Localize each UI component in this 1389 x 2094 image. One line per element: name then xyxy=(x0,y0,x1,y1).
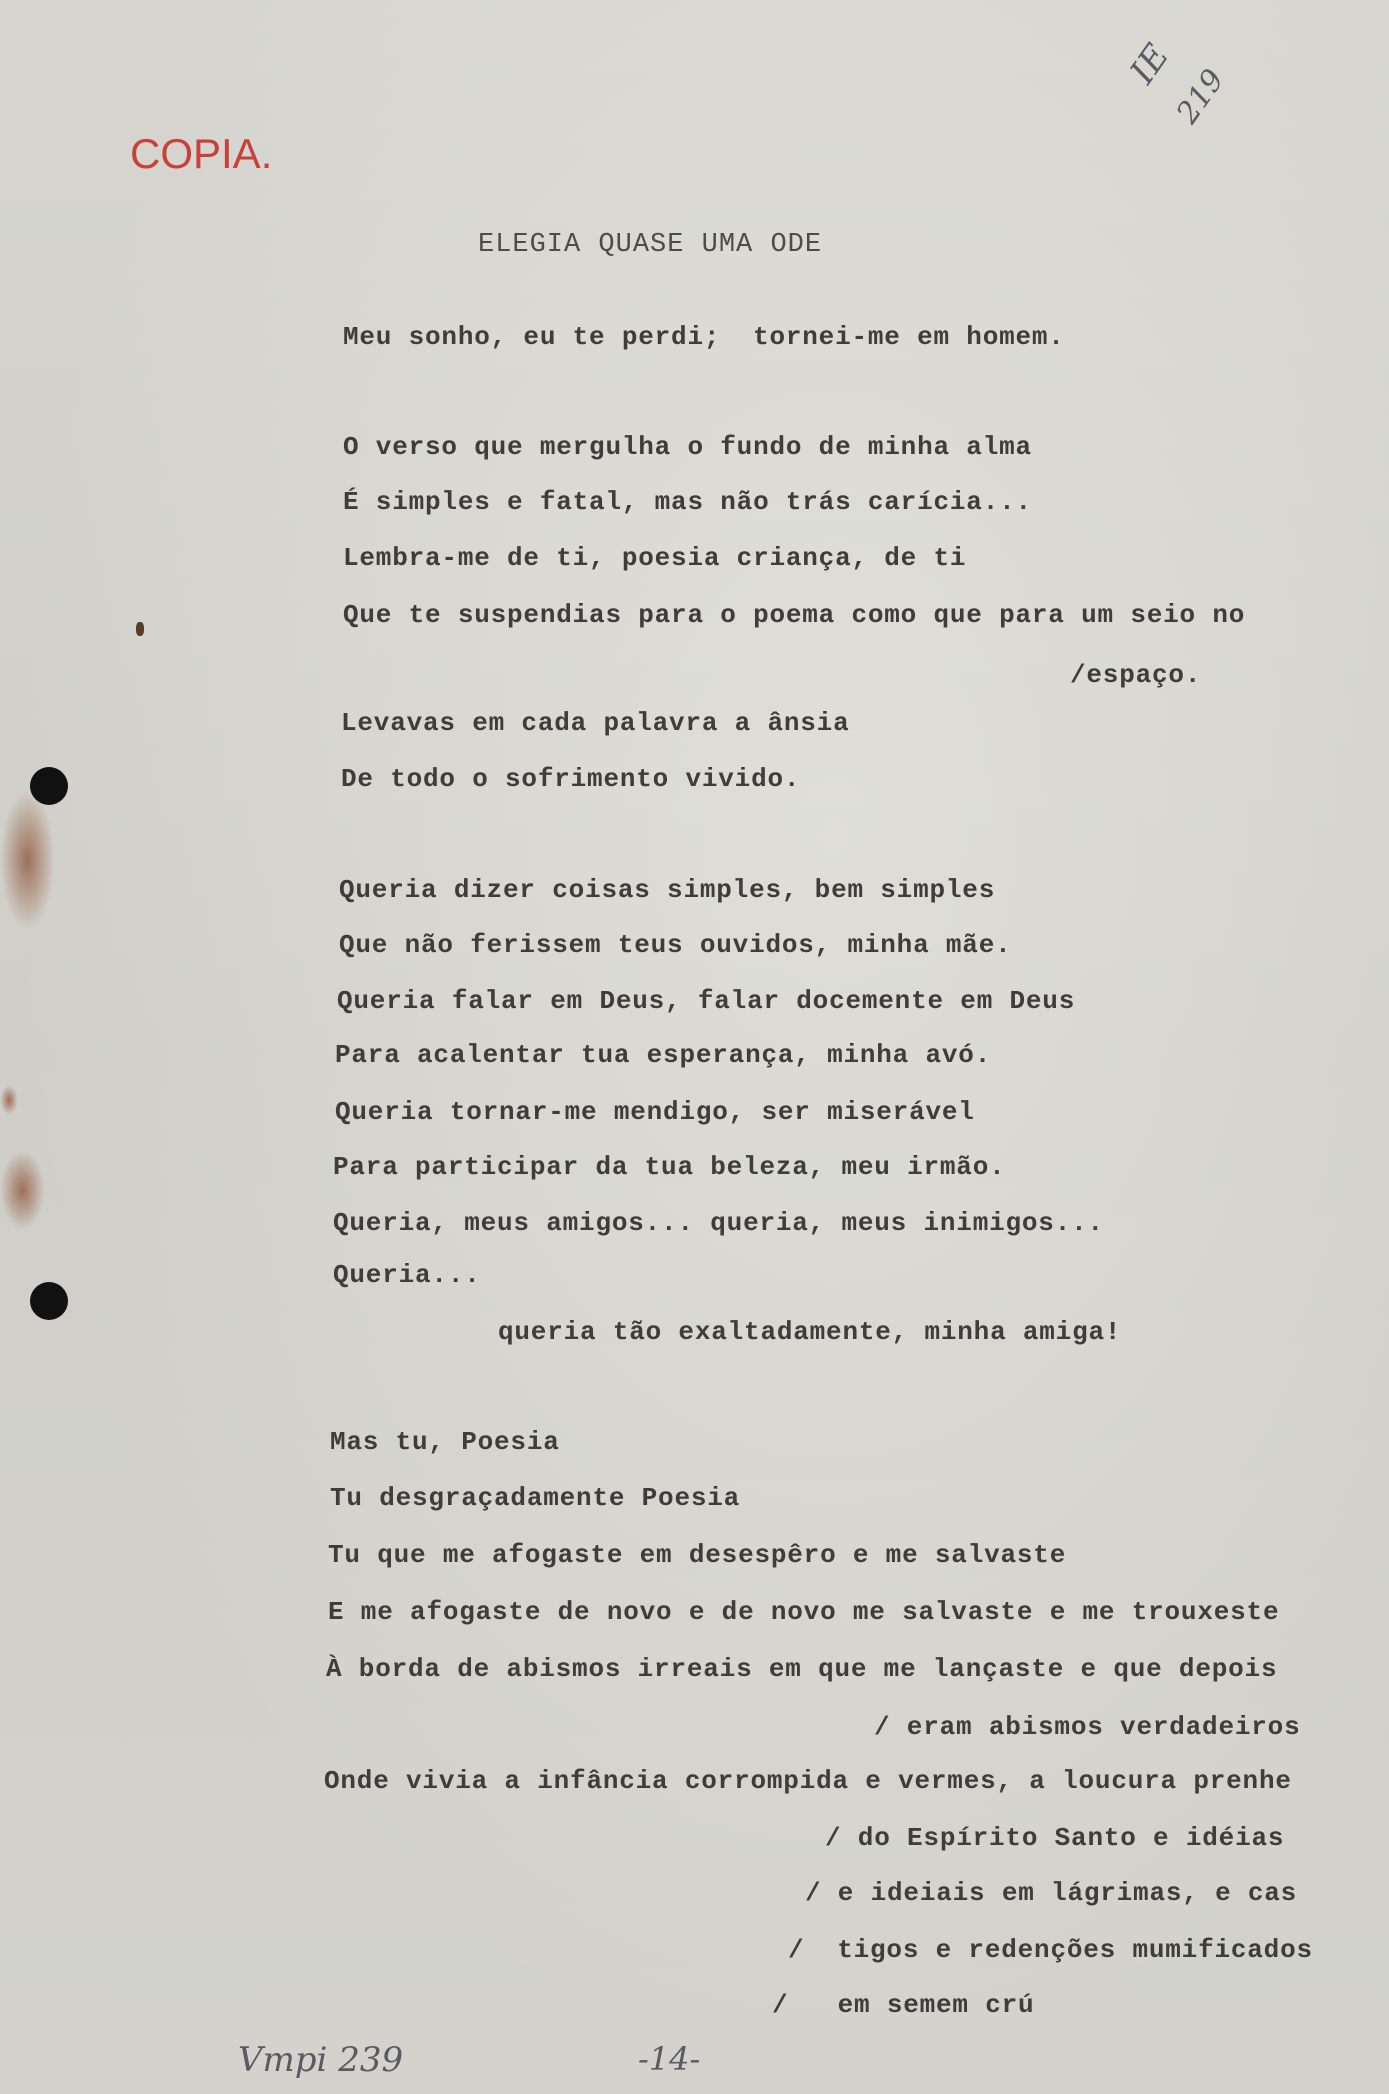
rust-stain xyxy=(0,790,55,930)
poem-line: Mas tu, Poesia xyxy=(330,1427,560,1457)
poem-line: Queria tornar-me mendigo, ser miserável xyxy=(335,1097,975,1127)
corner-handwritten-note-bottom: 219 xyxy=(1170,63,1232,131)
poem-line: É simples e fatal, mas não trás carícia... xyxy=(343,487,1032,517)
copia-stamp: COPIA. xyxy=(130,130,273,177)
poem-line: Tu que me afogaste em desespêro e me salvaste xyxy=(328,1540,1067,1570)
poem-line: E me afogaste de novo e de novo me salvaste e me trouxeste xyxy=(328,1597,1280,1627)
poem-line: Onde vivia a infância corrompida e vermes, a loucura prenhe xyxy=(324,1766,1292,1796)
poem-line: / eram abismos verdadeiros xyxy=(874,1712,1301,1742)
poem-line: /espaço. xyxy=(1070,660,1202,690)
rust-stain xyxy=(0,1085,18,1115)
ink-dot xyxy=(136,622,144,636)
poem-line: Para participar da tua beleza, meu irmão. xyxy=(333,1152,1006,1182)
poem-line: Que não ferissem teus ouvidos, minha mãe. xyxy=(339,930,1012,960)
poem-line: / do Espírito Santo e idéias xyxy=(825,1823,1285,1853)
poem-line: Levavas em cada palavra a ânsia xyxy=(341,708,850,738)
poem-line: Queria falar em Deus, falar docemente em Deus xyxy=(337,986,1076,1016)
poem-line: Queria dizer coisas simples, bem simples xyxy=(339,875,996,905)
poem-line: Queria, meus amigos... queria, meus inimigos... xyxy=(333,1208,1104,1238)
poem-line: Para acalentar tua esperança, minha avó. xyxy=(335,1040,992,1070)
rust-stain xyxy=(0,1150,45,1230)
poem-line: Lembra-me de ti, poesia criança, de ti xyxy=(343,543,967,573)
poem-line: queria tão exaltadamente, minha amiga! xyxy=(498,1317,1122,1347)
bottom-handwritten-note: Vmpi 239 xyxy=(238,2040,404,2080)
poem-line: O verso que mergulha o fundo de minha alma xyxy=(343,432,1032,462)
poem-line: / em semem crú xyxy=(772,1990,1035,2020)
poem-line: Meu sonho, eu te perdi; tornei-me em homem. xyxy=(343,322,1065,352)
poem-line: / e ideiais em lágrimas, e cas xyxy=(805,1878,1298,1908)
page-number: -14- xyxy=(638,2040,701,2078)
punch-hole-icon xyxy=(30,1282,68,1320)
poem-title: ELEGIA QUASE UMA ODE xyxy=(478,230,823,260)
poem-line: Tu desgraçadamente Poesia xyxy=(330,1483,741,1513)
poem-line: À borda de abismos irreais em que me lançaste e que depois xyxy=(326,1654,1278,1684)
poem-line: De todo o sofrimento vivido. xyxy=(341,764,801,794)
poem-line: Que te suspendias para o poema como que para um seio no xyxy=(343,600,1246,630)
corner-handwritten-note-top: IE xyxy=(1122,36,1178,92)
poem-line: Queria... xyxy=(333,1260,481,1290)
poem-line: / tigos e redenções mumificados xyxy=(788,1935,1313,1965)
